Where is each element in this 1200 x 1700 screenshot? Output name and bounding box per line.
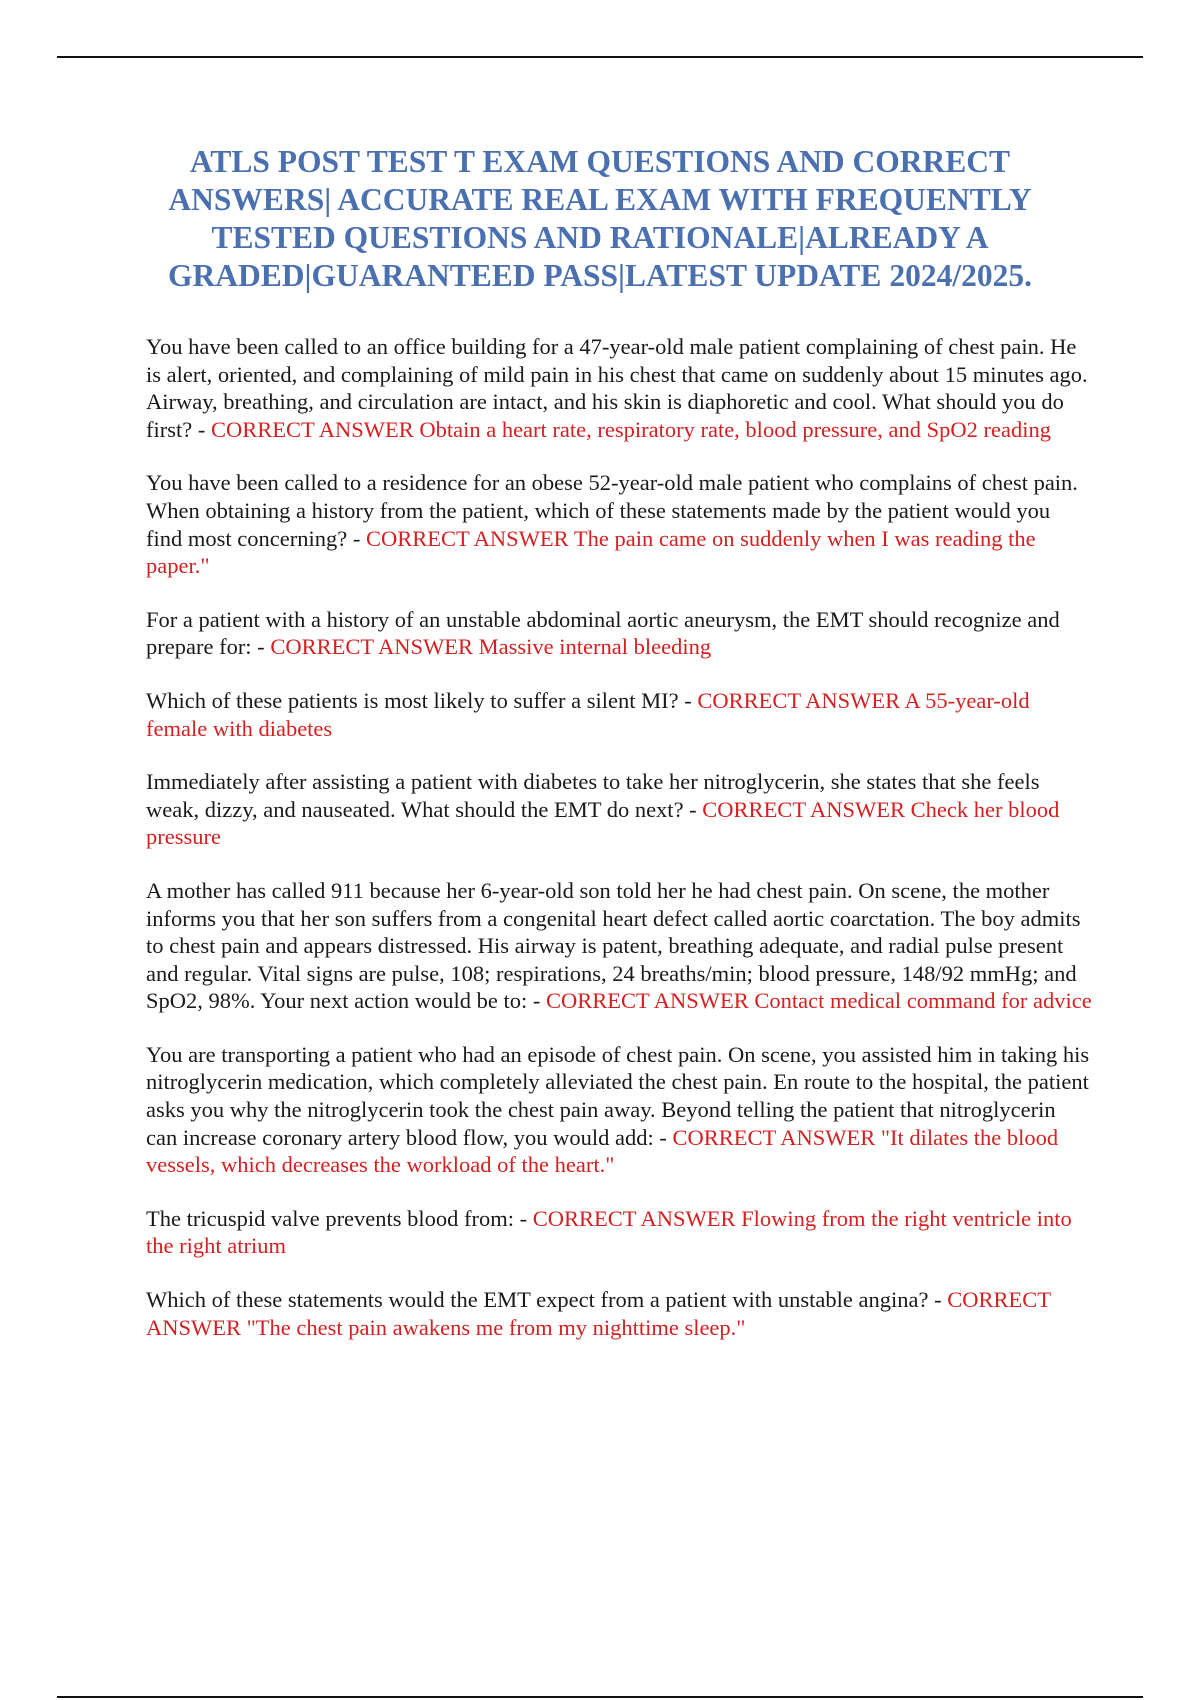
top-rule [57,56,1143,58]
question-text: Which of these patients is most likely to suffer a silent MI? - [146,687,698,713]
question-text: You are transporting a patient who had an episode of chest pain. On scene, you assisted him in taking his nitroglycerin medication, which completely alleviated the chest pain. En route to the hospital, the patient asks you why the nitroglycerin took the chest pain away. Beyond telling the patient that nitroglycerin can increase coronary artery blood flow, you would add: - [146,1041,1090,1150]
answer-text: CORRECT ANSWER Massive internal bleeding [270,634,712,660]
qa-item-8 [146,1205,1092,1260]
answer-text: CORRECT ANSWER Flowing from the right ventricle into the right atrium [146,1205,1072,1259]
answer-text: CORRECT ANSWER Check her blood pressure [146,796,1060,850]
qa-item-2 [146,469,1092,579]
qa-item-4 [146,687,1092,742]
question-text: For a patient with a history of an unstable abdominal aortic aneurysm, the EMT should recognize and prepare for: - [146,606,1060,660]
question-text: Immediately after assisting a patient with diabetes to take her nitroglycerin, she states that she feels weak, dizzy, and nauseated. What should the EMT do next? - [146,769,1040,822]
answer-text: CORRECT ANSWER "It dilates the blood vessels, which decreases the workload of the heart." [146,1124,1059,1178]
question-text: A mother has called 911 because her 6-year-old son told her he had chest pain. On scene, the mother informs you that her son suffers from a congenital heart defect called aortic coarctation. The boy admits to chest pain and appears distressed. His airway is patent, breathing adequate, and radial pulse present and regular. Vital signs are pulse, 108; respirations, 24 breaths/min; blood pressure, 148/92 mmHg; and SpO2, 98%. Your next action would be to: - [146,877,1081,1014]
qa-item-5 [146,768,1092,851]
question-text: You have been called to an office building for a 47-year-old male patient complaining of chest pain. He is alert, oriented, and complaining of mild pain in his chest that came on suddenly about 15 minutes ago. Airway, breathing, and circulation are intact, and his skin is diaphoretic and cool. What should you do first? - [146,334,1088,442]
qa-item-6 [146,877,1092,1015]
answer-text: CORRECT ANSWER Obtain a heart rate, respiratory rate, blood pressure, and SpO2 reading [210,416,1051,442]
answer-text: CORRECT ANSWER A 55-year-old female with diabetes [146,687,1030,741]
question-text: Which of these statements would the EMT expect from a patient with unstable angina? - [146,1287,948,1313]
answer-text: CORRECT ANSWER Contact medical command for advice [545,988,1092,1014]
qa-item-1 [146,333,1092,443]
answer-text: CORRECT ANSWER The pain came on suddenly when I was reading the paper." [146,525,1036,579]
question-text: You have been called to a residence for an obese 52-year-old male patient who complains of chest pain. When obtaining a history from the patient, which of these statements made by the patient would you find most concerning? - [146,470,1078,551]
answer-text: CORRECT ANSWER "The chest pain awakens me from my nighttime sleep." [146,1287,1051,1340]
document-title: ATLS POST TEST T EXAM QUESTIONS AND CORRECT ANSWERS| ACCURATE REAL EXAM WITH FREQUENTLY TESTED QUESTIONS AND RATIONALE|ALREADY A GRADED|GUARANTEED PASS|LATEST UPDATE 2024/2025. [168,144,1032,293]
bottom-rule [57,1696,1143,1698]
qa-item-9 [146,1286,1092,1341]
qa-item-7 [146,1041,1092,1179]
qa-item-3 [146,606,1092,661]
question-text: The tricuspid valve prevents blood from: - [146,1205,533,1231]
qa-list [146,333,1092,1367]
